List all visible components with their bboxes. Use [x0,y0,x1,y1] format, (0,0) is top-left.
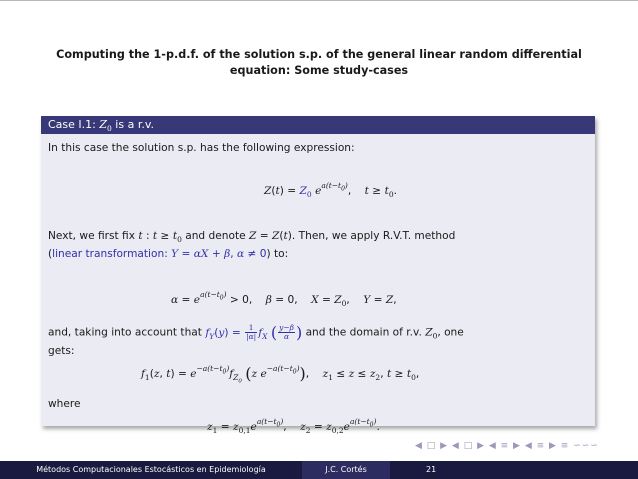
method-text: (linear transformation: Y = αX + β, α ≠ 0) to: [48,248,289,260]
gets-text: gets: [48,345,75,357]
footer-course: Métodos Computacionales Estocásticos en Epidemiología [0,461,302,479]
beamer-navigation[interactable]: ◀ □ ▶ ◀ □ ▶ ◀ ≡ ▶ ◀ ≡ ▶ ≡ ∽∽∽ [415,441,599,451]
rvt-formula-text: and, taking into account that $f_Y(y)$ = $\frac{1}{|\alpha|}$ $f_X$ ( $\frac{y-\beta}{\alpha}$ ) and the domain of r.v. $Z_0$, one [48,322,464,342]
footer [0,461,638,479]
slide-title-line1: Computing the 1-p.d.f. of the solution s.p. of the general linear random differential [56,48,582,61]
slide-title [30,47,608,79]
top-rule [0,0,638,1]
intro-text: In this case the solution s.p. has the following expression: [48,142,355,154]
equation-solution: $Z(t) = Z_0$ $e^{a(t-t_0)}$, $t \ge t_0$. [264,181,397,199]
next-text: Next, we first fix t : $t \ge t_0$ and denote Z = Z(t). Then, we apply R.V.T. method [48,230,456,244]
equation-bounds: $z_1 = z_{0,1}e^{a(t-t_0)}$, $z_2 = z_{0,2}e^{a(t-t_0)}$. [207,417,380,435]
equation-pdf: $f_1(z$, $t) = e^{-a(t-t_0)}f_{Z_0}$ (z $e^{-a(t-t_0)}$), $z_1 \le z \le z_2$, $t \ge t_0$, [141,364,420,385]
block-body [41,134,595,435]
case-block [41,116,595,435]
block-heading: Case I.1: $Z_0$ is a r.v. [41,116,595,134]
footer-page-box [390,461,638,479]
equation-parameters: $\alpha = e^{a(t-t_0)} > 0$, β = 0, $X = Z_0$, Y = Z, [171,290,397,308]
slide-title-line2: equation: Some study-cases [229,64,409,77]
where-text: where [48,398,81,410]
footer-author: J.C. Cortés [302,461,390,479]
footer-page-number: 21 [426,465,437,474]
